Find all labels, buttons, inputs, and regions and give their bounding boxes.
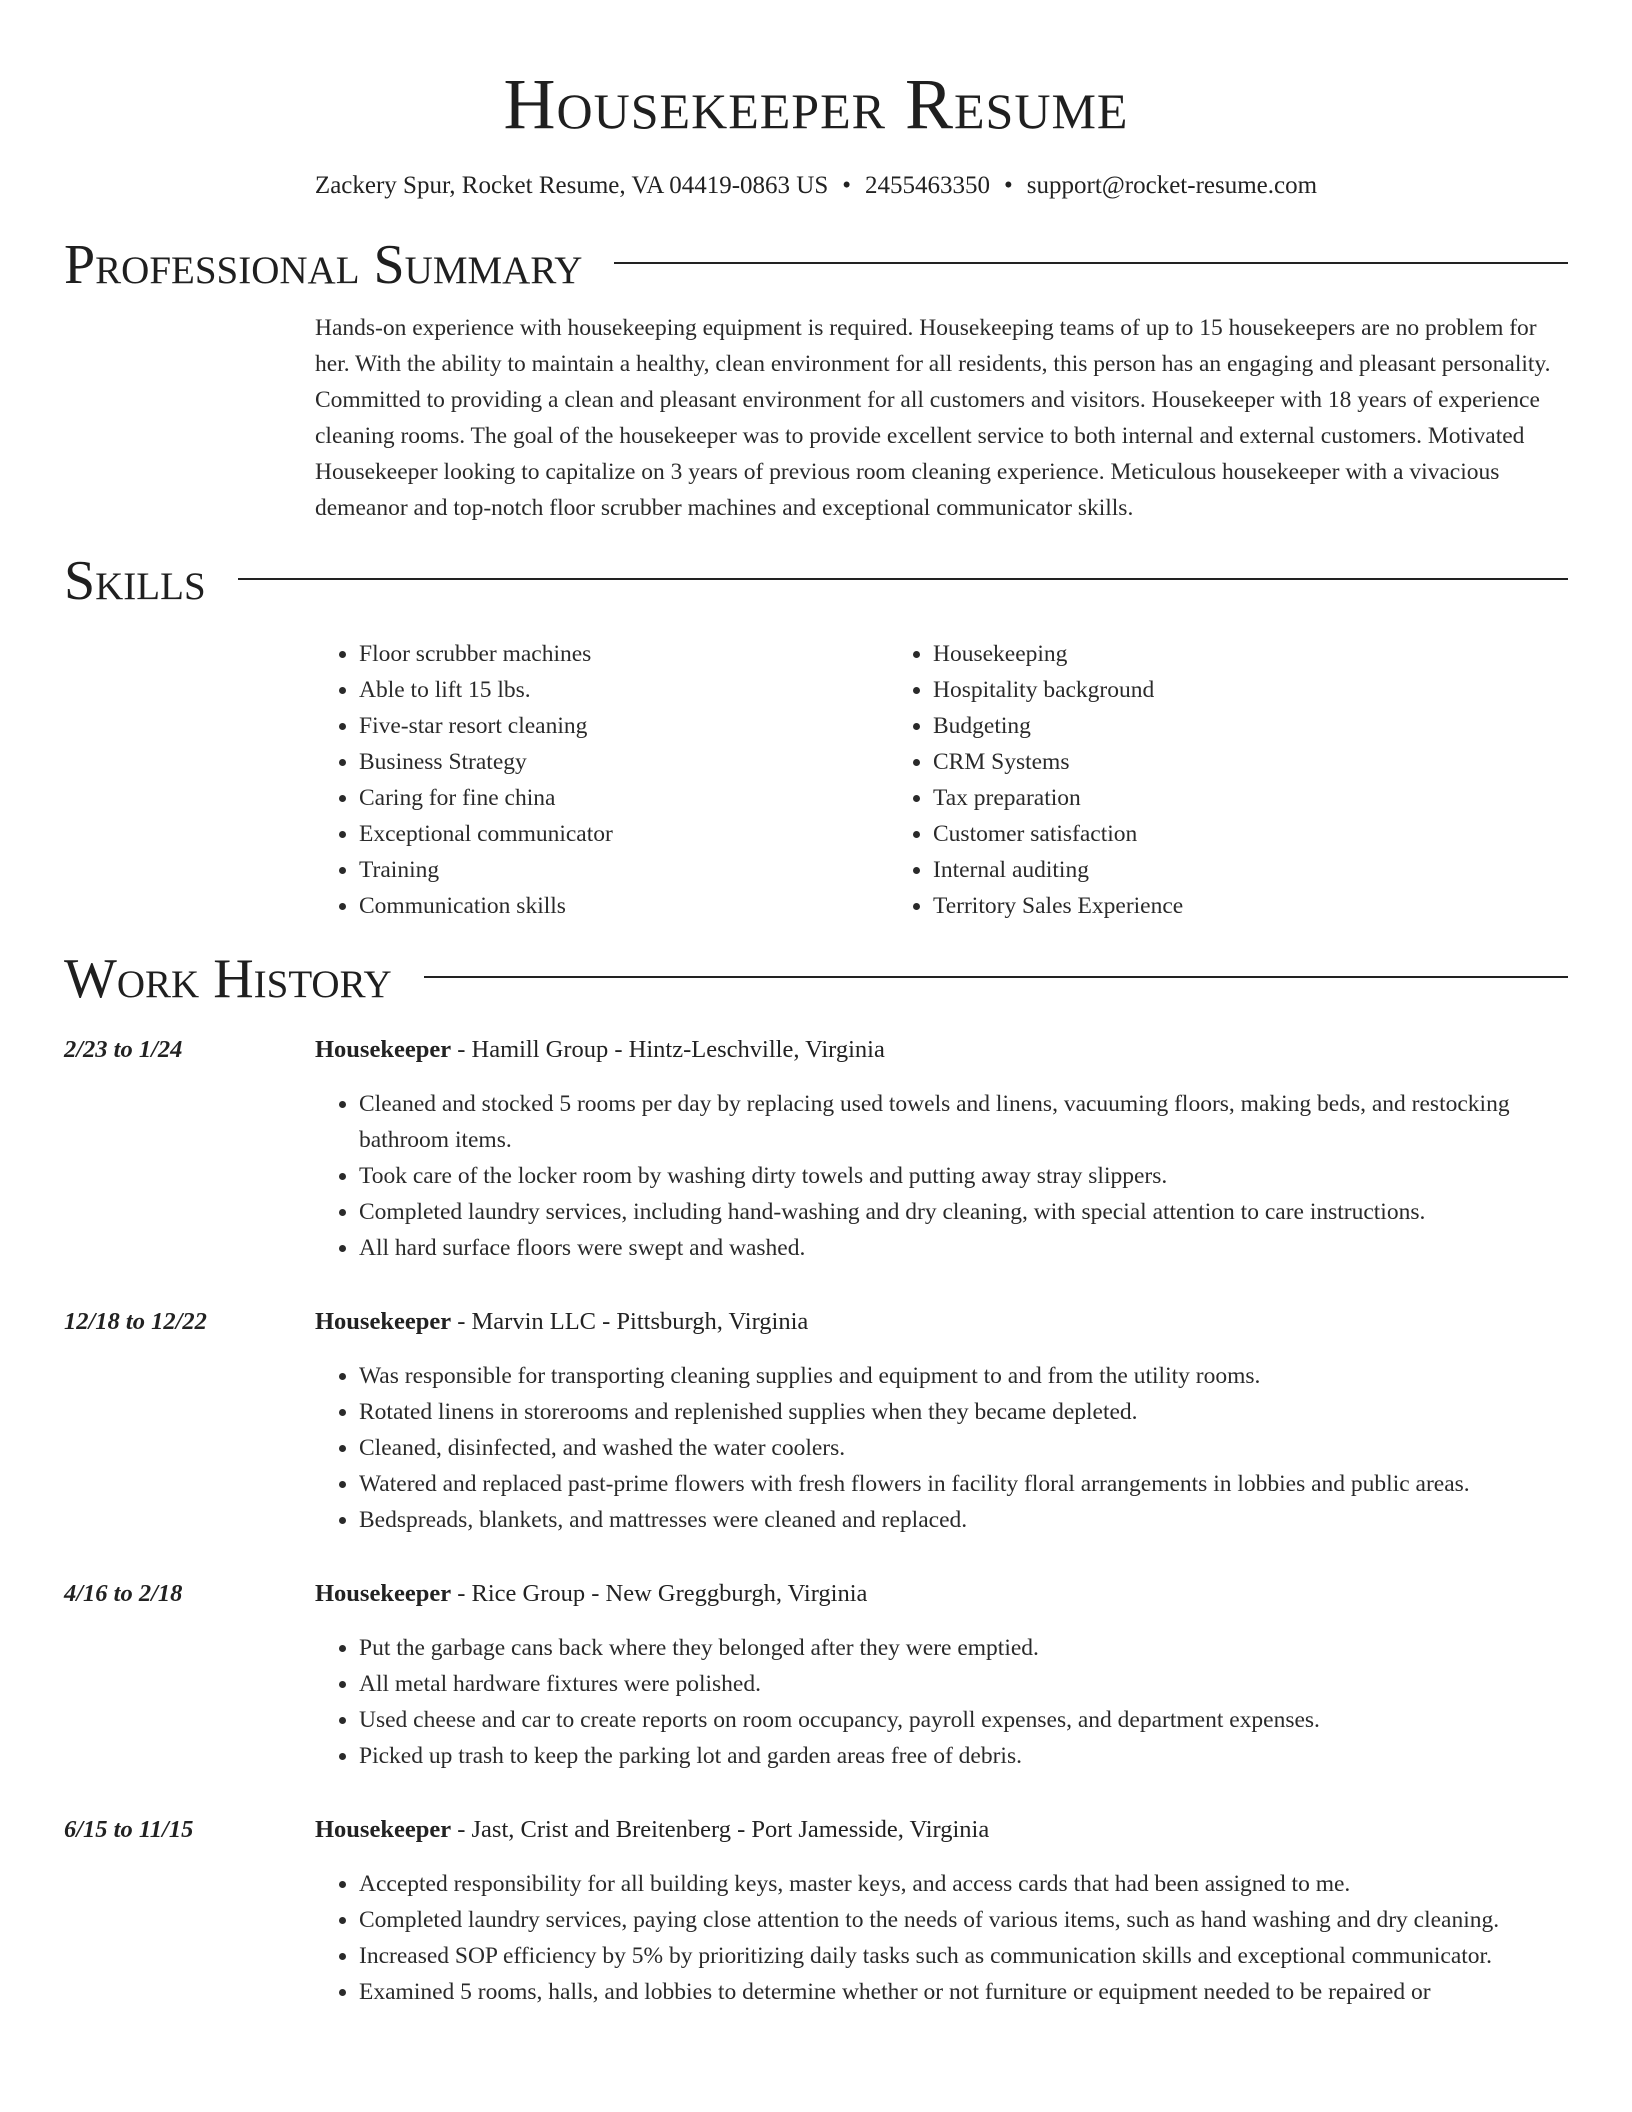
contact-email: support@rocket-resume.com: [1026, 172, 1318, 199]
summary-text: Hands-on experience with housekeeping equipment is required. Housekeeping teams of up to 15 housekeepers are no problem for her. With the ability to maintain a healthy, clean environment for all residents, this person has an engaging and pleasant personality. Committed to providing a clean and pleasant environment for all customers and visitors. Housekeeper with 18 years of experience cleaning rooms. The goal of the housekeeper was to provide excellent service to both internal and external customers. Motivated Housekeeper looking to capitalize on 3 years of previous room cleaning experience. Meticulous housekeeper with a vivacious demeanor and top-notch floor scrubber machines and exceptional communicator skills.: [315, 315, 1551, 521]
job-bullet: • Rotated linens in storerooms and replenished supplies when they became depleted.: [359, 1394, 1568, 1430]
job-header: [64, 1576, 1568, 1612]
job-header: [64, 1304, 1568, 1340]
skill-item: • CRM Systems: [933, 744, 1463, 780]
skill-item: • Training: [359, 852, 889, 888]
job-bullets: [315, 1086, 1568, 1266]
job-bullet: • Put the garbage cans back where they belonged after they were emptied.: [359, 1630, 1568, 1666]
work-heading: Work History: [64, 948, 392, 1010]
bullet-separator: •: [1004, 172, 1013, 199]
contact-line: [64, 170, 1568, 202]
skill-item: • Tax preparation: [933, 780, 1463, 816]
skill-item: • Hospitality background: [933, 672, 1463, 708]
job-entry: [64, 1812, 1568, 2010]
job-role: Housekeeper: [315, 1816, 452, 1843]
job-bullet: • Increased SOP efficiency by 5% by prioritizing daily tasks such as communication skills and exceptional communicator.: [359, 1938, 1568, 1974]
job-title-line: [315, 1576, 1568, 1612]
summary-heading: Professional Summary: [64, 234, 583, 296]
resume-title: Housekeeper Resume: [503, 64, 1129, 144]
job-bullet: • Completed laundry services, including hand-washing and dry cleaning, with special attention to care instructions.: [359, 1194, 1568, 1230]
skills-columns: [315, 636, 1568, 924]
job-header: [64, 1812, 1568, 1848]
job-bullet: • Completed laundry services, paying close attention to the needs of various items, such as hand washing and dry cleaning.: [359, 1902, 1568, 1938]
skill-item: • Business Strategy: [359, 744, 889, 780]
job-bullet: • Was responsible for transporting cleaning supplies and equipment to and from the utility rooms.: [359, 1358, 1568, 1394]
job-title-line: [315, 1032, 1568, 1068]
job-title-line: [315, 1304, 1568, 1340]
bullet-separator: •: [842, 172, 851, 199]
skill-item: • Exceptional communicator: [359, 816, 889, 852]
contact-phone: 2455463350: [865, 172, 990, 199]
job-bullets: [315, 1630, 1568, 1774]
job-bullet: • All hard surface floors were swept and washed.: [359, 1230, 1568, 1266]
skill-item: • Budgeting: [933, 708, 1463, 744]
skills-list-left: [315, 636, 889, 924]
section-divider: [614, 262, 1568, 264]
job-bullet: • Took care of the locker room by washing dirty towels and putting away stray slippers.: [359, 1158, 1568, 1194]
skills-heading: Skills: [64, 550, 206, 612]
skill-item: • Territory Sales Experience: [933, 888, 1463, 924]
section-divider: [238, 578, 1568, 580]
skill-item: • Able to lift 15 lbs.: [359, 672, 889, 708]
job-bullet: • Watered and replaced past-prime flowers with fresh flowers in facility floral arrangements in lobbies and public areas.: [359, 1466, 1568, 1502]
job-bullet: • All metal hardware fixtures were polished.: [359, 1666, 1568, 1702]
job-bullets: [315, 1358, 1568, 1538]
skills-list-right: [889, 636, 1463, 924]
job-entry: [64, 1304, 1568, 1538]
job-employer-location: - Hamill Group - Hintz-Leschville, Virginia: [451, 1036, 885, 1063]
job-employer-location: - Rice Group - New Greggburgh, Virginia: [451, 1580, 868, 1607]
job-bullet: • Cleaned and stocked 5 rooms per day by replacing used towels and linens, vacuuming floors, making beds, and restocking bathroom items.: [359, 1086, 1568, 1158]
skill-item: • Five-star resort cleaning: [359, 708, 889, 744]
job-bullet: • Examined 5 rooms, halls, and lobbies to determine whether or not furniture or equipment needed to be repaired or: [359, 1974, 1568, 2010]
skill-item: • Internal auditing: [933, 852, 1463, 888]
contact-address: Zackery Spur, Rocket Resume, VA 04419-0863 US: [314, 172, 829, 199]
job-role: Housekeeper: [315, 1036, 452, 1063]
job-employer-location: - Jast, Crist and Breitenberg - Port Jamesside, Virginia: [451, 1816, 990, 1843]
skill-item: • Floor scrubber machines: [359, 636, 889, 672]
job-title-line: [315, 1812, 1568, 1848]
section-divider: [424, 976, 1568, 978]
skill-item: • Caring for fine china: [359, 780, 889, 816]
job-role: Housekeeper: [315, 1308, 452, 1335]
skill-item: • Customer satisfaction: [933, 816, 1463, 852]
job-dates: 6/15 to 11/15: [64, 1816, 194, 1843]
skill-item: • Housekeeping: [933, 636, 1463, 672]
job-entry: [64, 1032, 1568, 1266]
job-dates: 2/23 to 1/24: [64, 1036, 183, 1063]
skills-section-header: [64, 548, 1568, 614]
job-bullet: • Accepted responsibility for all building keys, master keys, and access cards that had been assigned to me.: [359, 1866, 1568, 1902]
work-history-list: [64, 1032, 1568, 2010]
job-bullet: • Cleaned, disinfected, and washed the water coolers.: [359, 1430, 1568, 1466]
job-dates: 12/18 to 12/22: [64, 1308, 207, 1335]
work-section-header: [64, 946, 1568, 1012]
job-bullet: • Used cheese and car to create reports on room occupancy, payroll expenses, and department expenses.: [359, 1702, 1568, 1738]
job-role: Housekeeper: [315, 1580, 452, 1607]
skill-item: • Communication skills: [359, 888, 889, 924]
job-bullet: • Bedspreads, blankets, and mattresses were cleaned and replaced.: [359, 1502, 1568, 1538]
summary-section-header: [64, 232, 1568, 298]
job-entry: [64, 1576, 1568, 1774]
job-header: [64, 1032, 1568, 1068]
job-bullet: • Picked up trash to keep the parking lot and garden areas free of debris.: [359, 1738, 1568, 1774]
resume-page: [64, 0, 1568, 2010]
job-dates: 4/16 to 2/18: [64, 1580, 183, 1607]
job-employer-location: - Marvin LLC - Pittsburgh, Virginia: [451, 1308, 809, 1335]
job-bullets: [315, 1866, 1568, 2010]
